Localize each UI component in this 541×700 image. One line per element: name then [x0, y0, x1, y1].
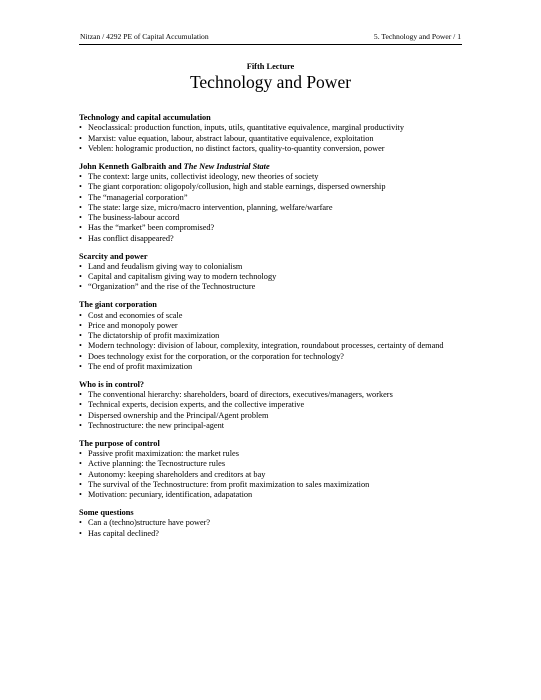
- list-item-text: Motivation: pecuniary, identification, adapatation: [88, 490, 253, 500]
- outline-section: [79, 508, 465, 539]
- list-item-text: The survival of the Technostructure: from profit maximization to sales maximization: [88, 480, 370, 489]
- list-item-text: Neoclassical: production function, inputs, utils, quantitative equivalence, marginal productivity: [88, 123, 404, 133]
- header-page-label: 5. Technology and Power / 1: [373, 32, 461, 41]
- list-item-text: Active planning: the Tecnostructure rules: [88, 459, 226, 469]
- bullet-icon: •: [79, 421, 82, 431]
- list-item: [79, 470, 465, 480]
- bullet-icon: •: [79, 449, 82, 459]
- section-heading-text: Technology and capital accumulation: [79, 113, 211, 122]
- list-item: [79, 421, 465, 431]
- list-item-text: The context: large units, collectivist ideology, new theories of society: [88, 171, 319, 181]
- lecture-outline: [79, 113, 465, 546]
- section-heading-text: John Kenneth Galbraith and: [79, 161, 184, 171]
- bullet-icon: •: [79, 143, 82, 153]
- list-item: [79, 193, 465, 203]
- list-item-text: Has capital declined?: [88, 528, 159, 538]
- bullet-icon: •: [79, 341, 82, 351]
- bullet-icon: •: [79, 480, 82, 489]
- list-item: [79, 480, 465, 490]
- bullet-icon: •: [79, 123, 82, 133]
- list-item: [79, 490, 465, 500]
- lecture-label: Fifth Lecture: [246, 62, 295, 71]
- bullet-list: [79, 262, 465, 293]
- bullet-icon: •: [79, 459, 82, 469]
- running-header: [79, 32, 462, 45]
- list-item: [79, 390, 465, 400]
- bullet-icon: •: [79, 528, 82, 538]
- bullet-icon: •: [79, 272, 82, 282]
- list-item: [79, 282, 465, 292]
- list-item: [79, 331, 465, 341]
- list-item: [79, 311, 465, 321]
- bullet-icon: •: [79, 192, 82, 202]
- list-item: [79, 400, 465, 410]
- list-item-text: Has conflict disappeared?: [88, 233, 174, 243]
- list-item-text: Passive profit maximization: the market rules: [88, 449, 239, 459]
- list-item: [79, 362, 465, 372]
- list-item: [79, 182, 465, 192]
- list-item: [79, 352, 465, 362]
- list-item: [79, 234, 465, 244]
- section-heading-text: Who is in control?: [79, 379, 145, 389]
- bullet-icon: •: [79, 351, 82, 361]
- list-item-text: Technostructure: the new principal-agent: [88, 421, 225, 431]
- list-item: [79, 411, 465, 421]
- bullet-icon: •: [79, 320, 82, 330]
- section-heading: [79, 508, 465, 518]
- section-heading: [79, 300, 465, 310]
- list-item-text: The giant corporation: oligopoly/collusion, high and stable earnings, dispersed ownership: [88, 182, 386, 192]
- section-heading: [79, 380, 465, 390]
- section-heading: [79, 439, 465, 449]
- bullet-icon: •: [79, 469, 82, 479]
- list-item: [79, 272, 465, 282]
- list-item: [79, 518, 465, 528]
- bullet-icon: •: [79, 171, 82, 181]
- bullet-icon: •: [79, 133, 82, 143]
- book-title: The New Industrial State: [183, 161, 270, 171]
- list-item-text: Modern technology: division of labour, complexity, integration, roundabout processes, certainty of demand: [88, 341, 444, 351]
- section-heading: [79, 162, 465, 172]
- list-item-text: Cost and economies of scale: [88, 310, 183, 320]
- bullet-icon: •: [79, 213, 82, 223]
- list-item-text: The conventional hierarchy: shareholders, board of directors, executives/managers, workers: [88, 390, 393, 400]
- section-heading-text: Some questions: [79, 508, 134, 518]
- list-item-text: “Organization” and the rise of the Technostructure: [88, 282, 256, 292]
- bullet-list: [79, 123, 465, 154]
- list-item-text: Has the “market” been compromised?: [88, 223, 215, 233]
- outline-section: [79, 300, 465, 372]
- list-item: [79, 459, 465, 469]
- section-heading-text: The purpose of control: [79, 438, 160, 448]
- outline-section: [79, 113, 465, 154]
- list-item: [79, 123, 465, 133]
- list-item-text: Capital and capitalism giving way to modern technology: [88, 272, 277, 282]
- list-item-text: Price and monopoly power: [88, 320, 178, 330]
- bullet-icon: •: [79, 362, 82, 372]
- list-item: [79, 172, 465, 182]
- list-item-text: The dictatorship of profit maximization: [88, 331, 220, 341]
- list-item-text: Veblen: hologramic production, no distinct factors, quality-to-quantity conversion, power: [88, 143, 385, 153]
- page-title: Technology and Power: [189, 72, 352, 92]
- list-item-text: The end of profit maximization: [88, 362, 193, 372]
- bullet-icon: •: [79, 400, 82, 410]
- list-item-text: Autonomy: keeping shareholders and creditors at bay: [88, 469, 266, 479]
- outline-section: [79, 439, 465, 501]
- list-item: [79, 223, 465, 233]
- list-item: [79, 213, 465, 223]
- bullet-icon: •: [79, 282, 82, 292]
- list-item-text: The business-labour accord: [88, 213, 180, 223]
- list-item: [79, 529, 465, 539]
- bullet-icon: •: [79, 182, 82, 192]
- bullet-list: [79, 172, 465, 244]
- bullet-list: [79, 390, 465, 431]
- list-item: [79, 341, 465, 351]
- list-item-text: Land and feudalism giving way to colonialism: [88, 261, 243, 271]
- bullet-list: [79, 311, 465, 373]
- bullet-icon: •: [79, 390, 82, 400]
- list-item-text: Technical experts, decision experts, and the collective imperative: [88, 400, 305, 410]
- list-item-text: Can a (techno)structure have power?: [88, 518, 211, 528]
- bullet-icon: •: [79, 261, 82, 271]
- bullet-icon: •: [79, 518, 82, 528]
- list-item-text: Dispersed ownership and the Principal/Agent problem: [88, 410, 269, 420]
- list-item-text: Marxist: value equation, labour, abstract labour, quantitative equivalence, exploitation: [88, 133, 374, 143]
- list-item: [79, 203, 465, 213]
- section-heading-text: Scarcity and power: [79, 251, 148, 261]
- bullet-icon: •: [79, 223, 82, 233]
- bullet-list: [79, 449, 465, 500]
- section-heading: [79, 252, 465, 262]
- section-heading: [79, 113, 465, 123]
- bullet-icon: •: [79, 310, 82, 320]
- list-item: [79, 262, 465, 272]
- bullet-icon: •: [79, 331, 82, 341]
- outline-section: [79, 162, 465, 244]
- list-item: [79, 449, 465, 459]
- header-course-label: Nitzan / 4292 PE of Capital Accumulation: [80, 32, 209, 41]
- list-item-text: The state: large size, micro/macro intervention, planning, welfare/warfare: [88, 202, 333, 212]
- list-item: [79, 144, 465, 154]
- bullet-icon: •: [79, 490, 82, 500]
- list-item-text: Does technology exist for the corporation, or the corporation for technology?: [88, 351, 344, 361]
- bullet-list: [79, 518, 465, 539]
- outline-section: [79, 252, 465, 293]
- section-heading-text: The giant corporation: [79, 300, 157, 310]
- outline-section: [79, 380, 465, 431]
- bullet-icon: •: [79, 202, 82, 212]
- bullet-icon: •: [79, 233, 82, 243]
- list-item-text: The “managerial corporation”: [88, 192, 188, 202]
- bullet-icon: •: [79, 410, 82, 420]
- list-item: [79, 321, 465, 331]
- list-item: [79, 134, 465, 144]
